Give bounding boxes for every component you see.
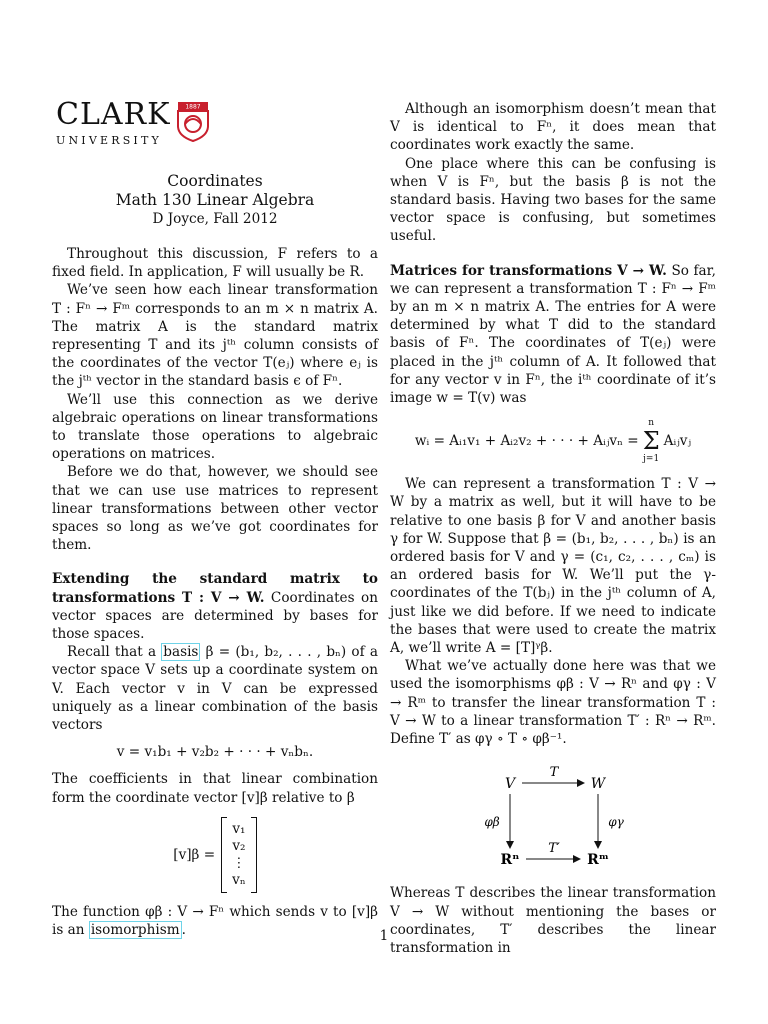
isomorphism-link[interactable]: isomorphism [90, 922, 180, 939]
diagram-node-tr: W [590, 776, 606, 793]
paragraph: Although an isomorphism doesn’t mean that V is identical to Fⁿ, it does mean that coordinates work exactly the same. [390, 101, 716, 154]
paragraph: The coefficients in that linear combination form the coordinate vector [v]β relative to β [52, 771, 378, 806]
logo-name: CLARK [56, 97, 171, 132]
page-number: 1 [379, 928, 389, 944]
diagram-node-tl: V [504, 776, 516, 793]
diagram-label-right: φγ [608, 815, 624, 830]
paragraph: We’ve seen how each linear transformation T : Fⁿ → Fᵐ corresponds to an m × n matrix A. The matrix A is the standard matrix representing T and its jᵗʰ column consists of the coordinates of the vector T(eⱼ) where eⱼ is the jᵗʰ vector in the standard basis ϵ of Fⁿ. [52, 282, 378, 390]
diagram-node-br: Rᵐ [587, 852, 609, 869]
section-heading: Extending the standard matrix to transformations T : V → W. Coordinates on vector spaces are determined by bases for those spaces. [52, 571, 378, 643]
clark-university-logo [56, 97, 378, 162]
paragraph: We’ll use this connection as we derive algebraic operations on linear transformations to translate those operations to algebraic operations on matrices. [52, 391, 378, 463]
coordinate-vector-equation: [v]β = v₁ v₂ ⋮ vₙ [52, 817, 378, 893]
title-block [52, 172, 378, 229]
commutative-diagram [390, 756, 716, 876]
diagram-node-bl: Rⁿ [500, 852, 520, 869]
logo-sub: UNIVERSITY [56, 134, 162, 147]
left-column [52, 97, 378, 939]
diagram-label-left: φβ [484, 815, 500, 830]
paragraph: We can represent a transformation T : V → W by a matrix as well, but it will have to be relative to one basis β for V and another basis γ for W. Suppose that β = (b₁, b₂, . . . , bₙ) is an ordered basis for V and γ = (c₁, c₂, . . . , cₘ) is an ordered basis for W. We’ll put the γ-coordinates of the T(bⱼ) in the jᵗʰ column of A, just like we did before. If we need to indicate the bases that were used to create the matrix A, we’ll write A = [T]ᵞβ. [390, 476, 716, 657]
section-heading: Matrices for transformations V → W. So far, we can represent a transformation T : Fⁿ → Fᵐ by an m × n matrix A. The entries for A were determined by what T did to the standard basis of Fⁿ. The coordinates of T(eⱼ) were placed in the jᵗʰ column of A. It followed that for any vector v in Fⁿ, the iᵗʰ coordinate of it’s image w = T(v) was [390, 262, 716, 407]
course-title: Math 130 Linear Algebra [115, 191, 315, 209]
commutative-diagram-svg [390, 756, 716, 876]
paragraph: Whereas T describes the linear transformation V → W without mentioning the bases or coordinates, T′ describes the linear transformation in [390, 885, 716, 956]
basis-link[interactable]: basis [163, 644, 199, 661]
paragraph: Recall that a basis β = (b₁, b₂, . . . , bₙ) of a vector space V sets up a coordinate system on V. Each vector v in V can be expressed uniquely as a linear combination of the basis vectors [52, 644, 378, 734]
equation: v = v₁b₁ + v₂b₂ + · · · + vₙbₙ. [116, 744, 314, 761]
logo-year: 1887 [184, 103, 201, 111]
sum-equation: wᵢ = Aᵢ₁v₁ + Aᵢ₂v₂ + · · · + Aᵢⱼvₙ = n Σ j=1 Aᵢⱼvⱼ [414, 418, 692, 465]
diagram-label-top: T [549, 765, 559, 781]
university-seal-icon [175, 102, 211, 142]
author-line: D Joyce, Fall 2012 [152, 211, 278, 227]
column-vector: v₁ v₂ ⋮ vₙ [221, 817, 257, 893]
sigma-symbol: n Σ j=1 [642, 418, 660, 465]
paragraph: Before we do that, however, we should see that we can use use matrices to represent linear transformations between other vector spaces so long as we’ve got coordinates for them. [52, 464, 378, 554]
paragraph: Throughout this discussion, F refers to a fixed field. In application, F will usually be R. [52, 246, 378, 281]
paragraph: One place where this can be confusing is when V is Fⁿ, but the basis β is not the standard basis. Having two bases for the same vector space is confusing, but sometimes useful. [390, 155, 716, 245]
right-column [390, 100, 716, 957]
page-title: Coordinates [167, 172, 263, 190]
paragraph: The function φβ : V → Fⁿ which sends v to [v]β is an isomorphism . [52, 903, 378, 939]
paragraph: What we’ve actually done here was that we used the isomorphisms φβ : V → Rⁿ and φγ : V → Rᵐ to transfer the linear transformation T : V → W to a linear transformation T′ : Rⁿ → Rᵐ. Define T′ as φγ ∘ T ∘ φβ⁻¹. [390, 658, 716, 748]
diagram-label-bottom: T′ [548, 841, 560, 857]
